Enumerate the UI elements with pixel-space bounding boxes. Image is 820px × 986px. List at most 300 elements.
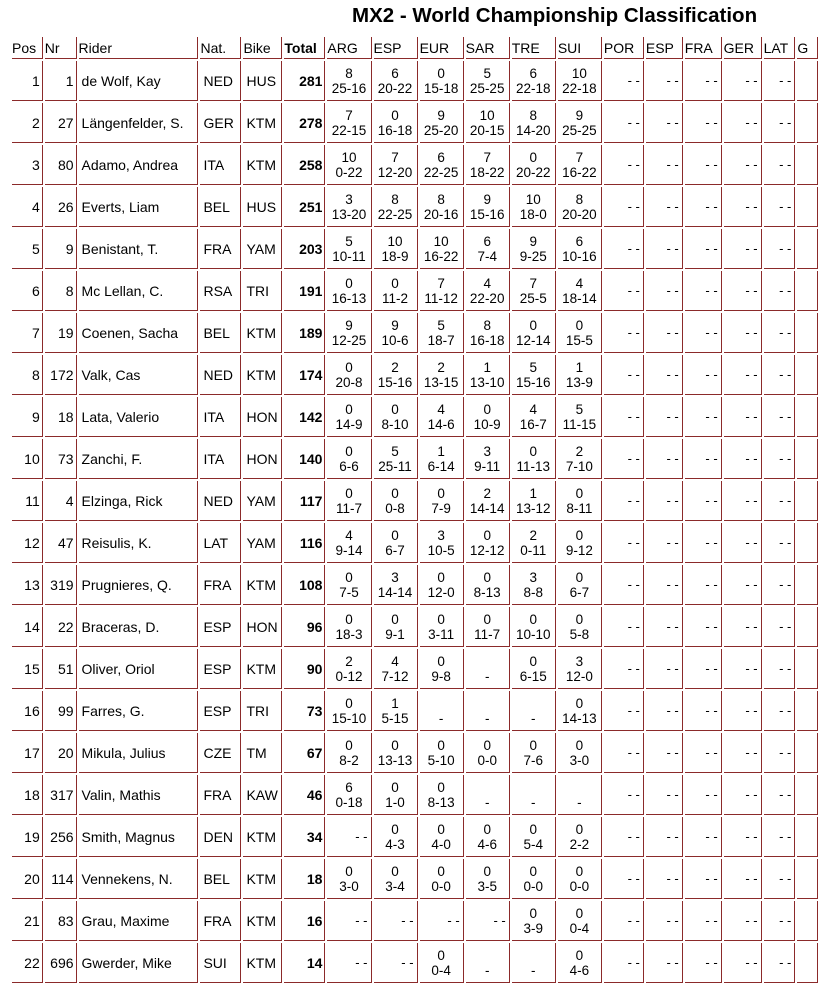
nr-cell: 99 [45, 691, 77, 731]
gp-points: 6 [529, 65, 538, 81]
gp-points: 9 [529, 233, 538, 249]
gp-result-cell [466, 859, 510, 899]
gp-result-cell [374, 733, 418, 773]
gp-moto-points: 18-7 [427, 332, 455, 348]
nr-cell: 319 [45, 565, 77, 605]
gp-moto-points: 5-15 [381, 710, 409, 726]
gp-points: 2 [345, 653, 353, 669]
gp-empty-cell: - - [685, 691, 722, 731]
gp-result-cell [420, 649, 464, 689]
gp-empty-cell: - - [724, 859, 762, 899]
gp-empty-cell [797, 901, 818, 941]
gp-points: 0 [345, 485, 353, 501]
gp-empty-cell: - - [646, 439, 683, 479]
gp-result-cell [558, 187, 602, 227]
gp-result-cell [558, 145, 602, 185]
gp-moto-points: 0-8 [385, 500, 405, 516]
gp-moto-points: 5-8 [569, 626, 590, 642]
gp-points: 0 [345, 359, 353, 375]
gp-moto-points: 22-20 [469, 290, 505, 306]
gp-moto-points: 7-4 [477, 248, 497, 264]
gp-empty-cell: - - [724, 607, 762, 647]
gp-points: 0 [437, 779, 445, 795]
gp-points: 7 [483, 149, 491, 165]
gp-moto-points: 11-13 [516, 458, 551, 474]
gp-empty-cell: - - [724, 103, 762, 143]
gp-points: 0 [529, 443, 538, 459]
gp-result-cell [327, 187, 371, 227]
gp-result-cell [374, 691, 418, 731]
gp-empty-cell: - - [724, 817, 762, 857]
gp-points: 7 [437, 275, 445, 291]
gp-moto-points: 15-10 [331, 710, 367, 726]
gp-result-cell [420, 565, 464, 605]
gp-points: 0 [529, 317, 538, 333]
gp-result-cell [512, 859, 556, 899]
gp-moto-points: 16-13 [331, 290, 367, 306]
gp-points: 6 [345, 779, 353, 795]
gp-result-cell [466, 145, 510, 185]
gp-result-cell [466, 229, 510, 269]
gp-empty-cell: - - [685, 271, 722, 311]
gp-result-cell [558, 313, 602, 353]
gp-moto-points: 5-4 [523, 836, 544, 852]
nat-cell: CZE [200, 733, 241, 773]
gp-result-cell [374, 397, 418, 437]
gp-moto-points: 12-0 [565, 668, 593, 684]
gp-points: 5 [437, 317, 445, 333]
gp-result-cell [420, 817, 464, 857]
nr-cell: 172 [45, 355, 77, 395]
total-cell: 67 [284, 733, 325, 773]
gp-points: 0 [529, 905, 538, 921]
gp-moto-points: 8-13 [473, 584, 501, 600]
gp-moto-points: - [438, 710, 444, 726]
gp-moto-points: 22-25 [423, 164, 459, 180]
gp-points: 0 [575, 737, 584, 753]
gp-moto-points: 20-20 [562, 206, 597, 222]
gp-empty-cell [797, 397, 818, 437]
gp-moto-points: 25-20 [423, 122, 459, 138]
gp-points: 0 [345, 275, 353, 291]
gp-moto-points: 5-10 [427, 752, 455, 768]
gp-result-cell [420, 61, 464, 101]
gp-moto-points: 22-18 [562, 80, 597, 96]
nr-cell: 27 [45, 103, 77, 143]
gp-moto-points: 3-11 [428, 626, 455, 642]
gp-moto-points: 4-6 [569, 962, 590, 978]
rider-cell: Mikula, Julius [79, 733, 199, 773]
total-cell: 191 [284, 271, 325, 311]
gp-points: 6 [437, 149, 445, 165]
total-cell: 142 [284, 397, 325, 437]
rider-cell: Gwerder, Mike [79, 943, 199, 983]
bike-cell: KTM [243, 145, 282, 185]
pos-cell: 10 [12, 439, 43, 479]
gp-points: 1 [437, 443, 445, 459]
gp-empty-cell: - - [685, 229, 722, 269]
gp-result-cell [558, 271, 602, 311]
table-row [12, 649, 818, 689]
gp-empty-cell: - - [724, 733, 762, 773]
gp-result-cell [512, 145, 556, 185]
gp-result-cell [374, 271, 418, 311]
gp-points: 8 [483, 317, 491, 333]
gp-result-cell [466, 313, 510, 353]
gp-empty-cell: - - [685, 61, 722, 101]
bike-cell: HON [243, 439, 282, 479]
gp-result-cell [512, 355, 556, 395]
gp-empty-cell [797, 859, 818, 899]
gp-empty-cell: - - [604, 439, 644, 479]
gp-points: 0 [575, 485, 584, 501]
gp-empty-cell: - - [646, 187, 683, 227]
gp-empty-cell: - - [724, 313, 762, 353]
pos-cell: 16 [12, 691, 43, 731]
pos-cell: 8 [12, 355, 43, 395]
gp-result-cell [466, 355, 510, 395]
nat-cell: ESP [200, 607, 241, 647]
gp-empty-cell: - - [764, 397, 796, 437]
total-cell: 258 [284, 145, 325, 185]
gp-moto-points: 22-25 [377, 206, 413, 222]
gp-moto-points: 9-8 [431, 668, 451, 684]
gp-result-cell [558, 859, 602, 899]
gp-result-cell [374, 229, 418, 269]
gp-empty-cell: - - [764, 103, 796, 143]
gp-points: 0 [391, 275, 399, 291]
gp-points: 0 [575, 695, 584, 711]
gp-moto-points: 3-9 [523, 920, 544, 936]
column-header: SAR [466, 37, 510, 59]
page-title: MX2 - World Championship Classification [352, 4, 758, 27]
column-header: TRE [512, 37, 556, 59]
gp-empty-cell: - - [764, 61, 796, 101]
gp-empty-cell: - - [685, 859, 722, 899]
gp-points: 1 [575, 359, 584, 375]
table-row [12, 523, 818, 563]
pos-cell: 6 [12, 271, 43, 311]
gp-result-cell [558, 481, 602, 521]
gp-result-cell [420, 271, 464, 311]
gp-points: 3 [529, 569, 538, 585]
gp-result-cell [420, 775, 464, 815]
gp-moto-points: 25-11 [378, 458, 412, 474]
gp-moto-points: - [531, 962, 536, 978]
gp-empty-cell: - - [764, 901, 796, 941]
gp-moto-points: - [484, 668, 490, 684]
table-row [12, 817, 818, 857]
gp-points: 5 [575, 401, 584, 417]
gp-moto-points: 25-16 [331, 80, 367, 96]
total-cell: 73 [284, 691, 325, 731]
nr-cell: 22 [45, 607, 77, 647]
classification-table [10, 35, 820, 985]
nr-cell: 18 [45, 397, 77, 437]
rider-cell: Elzinga, Rick [79, 481, 199, 521]
gp-result-cell [327, 397, 371, 437]
table-row [12, 229, 818, 269]
gp-points: 0 [437, 611, 445, 627]
gp-moto-points: 25-5 [519, 290, 547, 306]
gp-points: 5 [529, 359, 538, 375]
nr-cell: 19 [45, 313, 77, 353]
gp-empty-cell: - - [646, 733, 683, 773]
gp-moto-points: 16-22 [423, 248, 459, 264]
gp-empty-cell: - - [685, 733, 722, 773]
gp-result-cell [512, 817, 556, 857]
gp-empty-cell: - - [724, 523, 762, 563]
gp-points: 2 [529, 527, 538, 543]
gp-moto-points: 20-16 [423, 206, 459, 222]
gp-result-cell [374, 859, 418, 899]
gp-empty-cell: - - [764, 229, 796, 269]
rider-cell: Reisulis, K. [79, 523, 199, 563]
gp-moto-points: - [531, 710, 536, 726]
gp-moto-points: 18-22 [469, 164, 505, 180]
gp-result-cell [466, 481, 510, 521]
gp-moto-points: 8-8 [523, 584, 544, 600]
gp-result-cell [558, 565, 602, 605]
gp-moto-points: 0-0 [569, 878, 590, 894]
gp-result-cell [374, 313, 418, 353]
bike-cell: TRI [243, 691, 282, 731]
gp-points: 0 [483, 569, 491, 585]
total-cell: 96 [284, 607, 325, 647]
gp-moto-points: 6-15 [519, 668, 547, 684]
gp-moto-points: - [484, 794, 490, 810]
gp-moto-points: 13-10 [469, 374, 505, 390]
gp-moto-points: 10-6 [381, 332, 409, 348]
rider-cell: Oliver, Oriol [79, 649, 199, 689]
gp-result-cell [512, 523, 556, 563]
nr-cell: 73 [45, 439, 77, 479]
gp-moto-points: 3-0 [339, 878, 359, 894]
gp-points [466, 780, 509, 795]
gp-result-cell [420, 229, 464, 269]
gp-result-cell [512, 649, 556, 689]
gp-result-cell [420, 523, 464, 563]
column-header: Rider [79, 37, 199, 59]
gp-points: 4 [483, 275, 491, 291]
total-cell: 281 [284, 61, 325, 101]
column-header: Total [284, 37, 325, 59]
gp-points: 1 [391, 695, 399, 711]
gp-moto-points: 6-14 [427, 458, 455, 474]
rider-cell: Vennekens, N. [79, 859, 199, 899]
gp-result-cell [420, 313, 464, 353]
gp-moto-points: 10-11 [332, 248, 366, 264]
total-cell: 117 [284, 481, 325, 521]
gp-points: 7 [575, 149, 584, 165]
gp-empty-cell: - - [646, 565, 683, 605]
column-header: Pos [12, 37, 43, 59]
column-header: ESP [374, 37, 418, 59]
gp-result-cell [558, 733, 602, 773]
gp-moto-points: 12-12 [469, 542, 505, 558]
bike-cell: TM [243, 733, 282, 773]
gp-moto-points: 8-13 [427, 794, 455, 810]
gp-points: 0 [345, 443, 353, 459]
nr-cell: 4 [45, 481, 77, 521]
gp-empty-cell: - - [646, 649, 683, 689]
gp-empty-cell: - - [685, 943, 722, 983]
total-cell: 251 [284, 187, 325, 227]
rider-cell: Everts, Liam [79, 187, 199, 227]
table-row [12, 355, 818, 395]
gp-result-cell [374, 775, 418, 815]
gp-result-cell [327, 775, 371, 815]
gp-empty-cell: - - [724, 943, 762, 983]
gp-empty-cell: - - [724, 691, 762, 731]
gp-result-cell [558, 901, 602, 941]
nr-cell: 317 [45, 775, 77, 815]
gp-moto-points: 18-14 [562, 290, 597, 306]
gp-result-cell [466, 607, 510, 647]
gp-empty-cell: - - [374, 901, 418, 941]
gp-empty-cell: - - [646, 943, 683, 983]
gp-empty-cell: - - [604, 355, 644, 395]
gp-points: 0 [437, 737, 445, 753]
gp-moto-points: 10-9 [473, 416, 501, 432]
gp-moto-points: 9-12 [565, 542, 593, 558]
pos-cell: 21 [12, 901, 43, 941]
gp-result-cell [466, 187, 510, 227]
nr-cell: 1 [45, 61, 77, 101]
gp-points: 0 [483, 611, 491, 627]
nr-cell: 256 [45, 817, 77, 857]
gp-moto-points: 8-11 [566, 500, 593, 516]
table-row [12, 607, 818, 647]
gp-empty-cell: - - [604, 397, 644, 437]
gp-moto-points: 14-6 [427, 416, 455, 432]
gp-empty-cell: - - [646, 859, 683, 899]
gp-moto-points: 16-22 [562, 164, 597, 180]
gp-moto-points: 18-3 [335, 626, 363, 642]
table-row [12, 397, 818, 437]
nat-cell: BEL [200, 313, 241, 353]
gp-moto-points: 10-10 [516, 626, 551, 642]
gp-moto-points: 0-12 [335, 668, 363, 684]
gp-result-cell [466, 523, 510, 563]
gp-points: 0 [345, 401, 353, 417]
gp-result-cell [374, 817, 418, 857]
pos-cell: 2 [12, 103, 43, 143]
gp-result-cell [512, 565, 556, 605]
gp-result-cell [374, 145, 418, 185]
gp-points: 2 [483, 485, 491, 501]
gp-points: 0 [575, 821, 584, 837]
gp-result-cell [512, 481, 556, 521]
pos-cell: 20 [12, 859, 43, 899]
nat-cell: LAT [200, 523, 241, 563]
gp-moto-points: 11-7 [335, 500, 362, 516]
gp-moto-points: 0-0 [477, 752, 497, 768]
gp-result-cell [558, 691, 602, 731]
table-row [12, 901, 818, 941]
gp-empty-cell: - - [764, 523, 796, 563]
pos-cell: 5 [12, 229, 43, 269]
rider-cell: Zanchi, F. [79, 439, 199, 479]
gp-result-cell [466, 775, 510, 815]
gp-moto-points: 25-25 [562, 122, 597, 138]
gp-empty-cell: - - [604, 565, 644, 605]
pos-cell: 15 [12, 649, 43, 689]
gp-moto-points: 3-4 [385, 878, 405, 894]
rider-cell: Mc Lellan, C. [79, 271, 199, 311]
gp-empty-cell: - - [604, 733, 644, 773]
gp-empty-cell: - - [327, 901, 371, 941]
gp-moto-points: - [577, 794, 582, 810]
gp-empty-cell: - - [646, 901, 683, 941]
gp-result-cell [420, 733, 464, 773]
table-row [12, 313, 818, 353]
gp-points: 3 [345, 191, 353, 207]
gp-result-cell [466, 691, 510, 731]
column-header: FRA [685, 37, 722, 59]
gp-empty-cell [797, 145, 818, 185]
gp-points: 7 [345, 107, 353, 123]
table-row [12, 271, 818, 311]
gp-empty-cell [797, 817, 818, 857]
gp-empty-cell: - - [685, 775, 722, 815]
gp-moto-points: 7-12 [381, 668, 409, 684]
total-cell: 278 [284, 103, 325, 143]
gp-empty-cell: - - [604, 103, 644, 143]
rider-cell: Prugnieres, Q. [79, 565, 199, 605]
gp-result-cell [466, 943, 510, 983]
gp-points: 10 [387, 233, 403, 249]
rider-cell: de Wolf, Kay [79, 61, 199, 101]
gp-empty-cell: - - [764, 649, 796, 689]
gp-result-cell [558, 61, 602, 101]
column-header: Bike [243, 37, 282, 59]
gp-moto-points: 0-18 [335, 794, 363, 810]
nat-cell: FRA [200, 901, 241, 941]
gp-result-cell [327, 607, 371, 647]
gp-empty-cell: - - [604, 145, 644, 185]
gp-empty-cell: - - [724, 565, 762, 605]
gp-moto-points: 16-18 [469, 332, 505, 348]
gp-result-cell [512, 607, 556, 647]
nr-cell: 8 [45, 271, 77, 311]
nat-cell: FRA [200, 229, 241, 269]
nr-cell: 9 [45, 229, 77, 269]
gp-empty-cell: - - [724, 901, 762, 941]
bike-cell: YAM [243, 523, 282, 563]
bike-cell: HON [243, 607, 282, 647]
gp-empty-cell [797, 649, 818, 689]
gp-points: 4 [345, 527, 353, 543]
gp-points: 0 [529, 653, 538, 669]
gp-empty-cell: - - [724, 229, 762, 269]
gp-moto-points: 9-25 [519, 248, 547, 264]
table-row [12, 103, 818, 143]
nat-cell: GER [200, 103, 241, 143]
gp-points [466, 654, 509, 669]
gp-points: 0 [391, 107, 399, 123]
gp-result-cell [327, 565, 371, 605]
gp-moto-points: 7-6 [523, 752, 544, 768]
gp-points: 0 [437, 485, 445, 501]
nat-cell: ESP [200, 691, 241, 731]
table-row [12, 61, 818, 101]
gp-result-cell [466, 271, 510, 311]
gp-empty-cell: - - [604, 901, 644, 941]
gp-empty-cell: - - [685, 607, 722, 647]
gp-empty-cell [797, 523, 818, 563]
gp-empty-cell: - - [764, 733, 796, 773]
